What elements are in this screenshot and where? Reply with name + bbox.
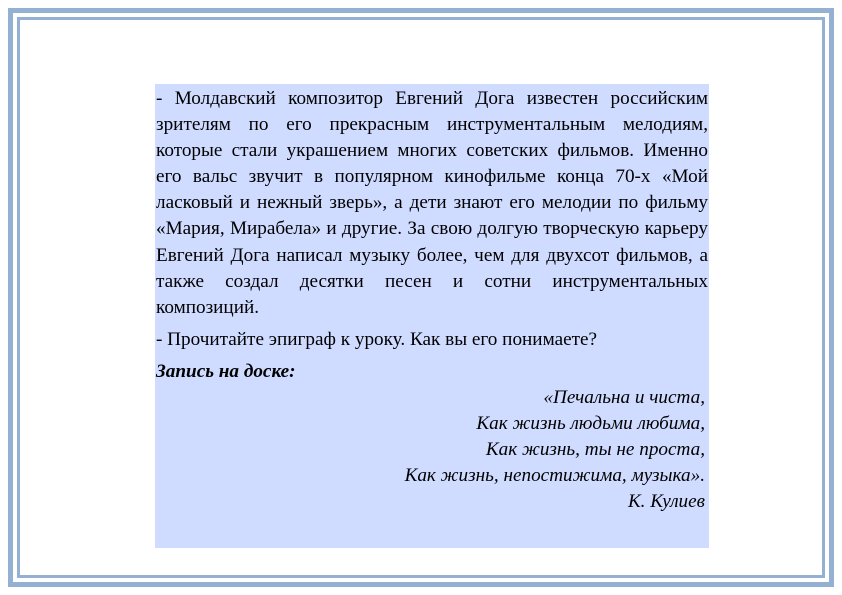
epigraph-line: Как жизнь, ты не проста, xyxy=(485,439,705,461)
epigraph-author: К. Кулиев xyxy=(627,491,705,513)
paragraph-composer: - Молдавский композитор Евгений Дога известен российским зрителям по его прекрасным инструментальным мелодиям, которые стали украшением многих советских фильмов. Именно его вальс звучит в популярном кинофильме конца 70-х «Мой ласковый и нежный зверь», а дети знают его мелодии по фильму «Мария, Мирабела» и другие. За свою долгую творческую карьеру Евгений Дога написал музыку более, чем для двухсот фильмов, а также создал десятки песен и сотни инструментальных композиций. xyxy=(156,88,708,318)
epigraph-line: Как жизнь, непостижима, музыка». xyxy=(404,465,705,487)
text-box[interactable] xyxy=(155,84,709,548)
paragraph-question: - Прочитайте эпиграф к уроку. Как вы его понимаете? xyxy=(156,328,598,350)
epigraph-line: Как жизнь людьми любима, xyxy=(476,413,705,435)
epigraph xyxy=(156,385,708,515)
epigraph-line: «Печальна и чиста, xyxy=(543,387,705,409)
board-label: Запись на доске: xyxy=(156,360,296,382)
